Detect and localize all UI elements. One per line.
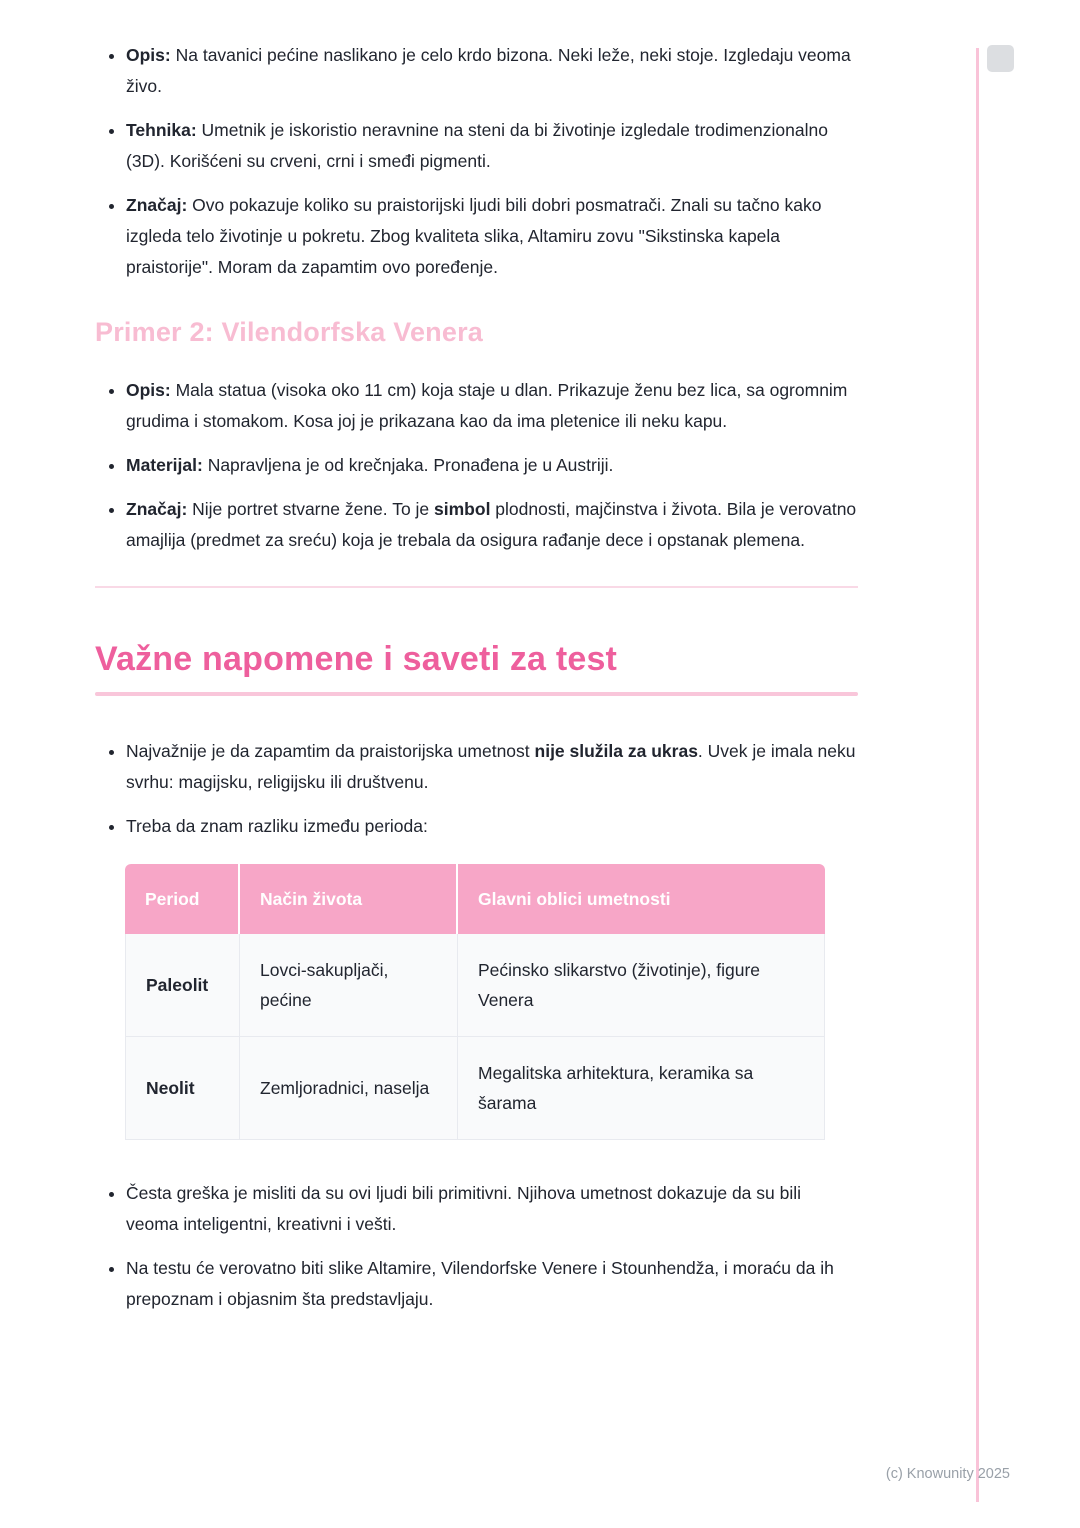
- bullet-emphasis: simbol: [434, 499, 491, 519]
- table-cell-period: Paleolit: [125, 934, 240, 1037]
- bullet-text: Ovo pokazuje koliko su praistorijski ljudi bili dobri posmatrači. Znali su tačno kako izgleda telo životinje u pokretu. Zbog kvaliteta slika, Altamiru zovu "Sikstinska kapela praistorije". Moram da zapamtim ovo poređenje.: [126, 195, 822, 277]
- bullet-label: Opis:: [126, 45, 171, 65]
- table-cell-way-of-life: Lovci-sakupljači, pećine: [240, 934, 458, 1037]
- bullet-text: Treba da znam razliku između perioda:: [126, 816, 428, 836]
- section-heading-notes: Važne napomene i saveti za test: [95, 640, 618, 678]
- table-cell-art-forms: Pećinsko slikarstvo (životinje), figure Venera: [458, 934, 825, 1037]
- table-cell-period: Neolit: [125, 1037, 240, 1140]
- periods-table: [125, 864, 825, 1140]
- heading-underline: [95, 692, 858, 696]
- table-cell-way-of-life: Zemljoradnici, naselja: [240, 1037, 458, 1140]
- bullet-text: . Uvek je imala neku svrhu: magijsku, religijsku ili društvenu.: [126, 741, 856, 792]
- primer2-bullet-list: [95, 375, 858, 556]
- table-header-period: Period: [125, 864, 240, 934]
- bullet-label: Značaj:: [126, 499, 188, 519]
- list-item: [126, 450, 858, 481]
- list-item: [126, 190, 858, 283]
- bullet-text: Mala statua (visoka oko 11 cm) koja staje u dlan. Prikazuje ženu bez lica, sa ogromnim grudima i stomakom. Kosa joj je prikazana kao da ima pletenice ili neku kapu.: [126, 380, 848, 431]
- table-header-way-of-life: Način života: [240, 864, 458, 934]
- bullet-label: Tehnika:: [126, 120, 197, 140]
- scrollbar-thumb[interactable]: [987, 45, 1014, 72]
- periods-table-wrapper: [125, 864, 858, 1140]
- bullet-text: Česta greška je misliti da su ovi ljudi bili primitivni. Njihova umetnost dokazuje da su bili veoma inteligentni, kreativni i vešti.: [126, 1183, 802, 1234]
- list-item: [126, 375, 858, 437]
- bullet-label: Značaj:: [126, 195, 188, 215]
- bullet-text: plodnosti, majčinstva i života. Bila je verovatno amajlija (predmet za sreću) koja je trebala da osigura rađanje dece i opstanak plemena.: [126, 499, 857, 550]
- section-heading-primer2: Primer 2: Vilendorfska Venera: [95, 317, 483, 347]
- list-item: [126, 494, 858, 556]
- bullet-text: Na testu će verovatno biti slike Altamire, Vilendorfske Venere i Stounhendža, i moraću da ih prepoznam i objasnim šta predstavljaju.: [126, 1258, 834, 1309]
- bullet-emphasis: nije služila za ukras: [534, 741, 698, 761]
- list-item: [126, 736, 858, 798]
- table-row: [125, 934, 825, 1037]
- page-edge-line: [976, 48, 979, 1502]
- bullet-text: Nije portret stvarne žene. To je: [187, 499, 435, 519]
- table-header-art-forms: Glavni oblici umetnosti: [458, 864, 825, 934]
- copyright: (c) Knowunity 2025: [885, 1466, 1010, 1482]
- list-item: [126, 1178, 858, 1240]
- bullet-text: Napravljena je od krečnjaka. Pronađena je u Austriji.: [202, 455, 614, 475]
- bullet-label: Materijal:: [126, 455, 203, 475]
- list-item: [126, 115, 858, 177]
- bullet-text: Najvažnije je da zapamtim da praistorijska umetnost: [126, 741, 535, 761]
- primer1-bullet-list: [95, 40, 858, 283]
- table-row: [125, 1037, 825, 1140]
- list-item: [126, 1253, 858, 1315]
- bullet-text: Na tavanici pećine naslikano je celo krdo bizona. Neki leže, neki stoje. Izgledaju veoma živo.: [126, 45, 851, 96]
- list-item: [126, 811, 858, 842]
- section-divider: [95, 586, 858, 588]
- list-item: [126, 40, 858, 102]
- table-cell-art-forms: Megalitska arhitektura, keramika sa šarama: [458, 1037, 825, 1140]
- final-bullet-list: [95, 1178, 858, 1315]
- table-header-row: [125, 864, 825, 934]
- document-content: [95, 40, 858, 1328]
- bullet-label: Opis:: [126, 380, 171, 400]
- bullet-text: Umetnik je iskoristio neravnine na steni da bi životinje izgledale trodimenzionalno (3D). Korišćeni su crveni, crni i smeđi pigmenti.: [126, 120, 828, 171]
- notes-bullet-list: [95, 736, 858, 842]
